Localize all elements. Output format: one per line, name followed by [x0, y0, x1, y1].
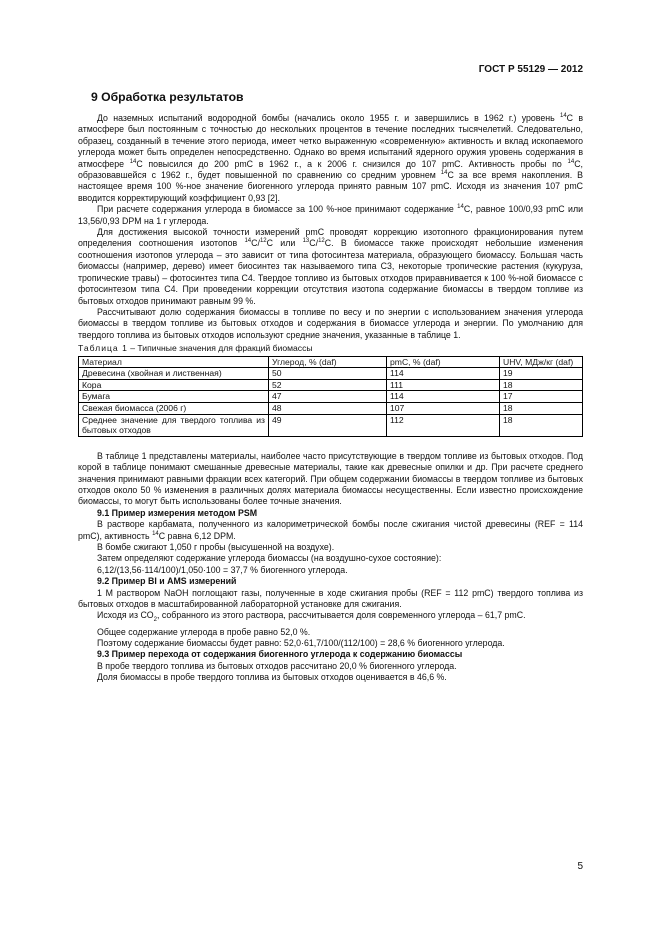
table-cell: Свежая биомасса (2006 г): [79, 402, 269, 414]
table-row: [79, 402, 583, 414]
s91-paragraph-3: Затем определяют содержание углерода биомассы (на воздушно-сухое состояние):: [97, 553, 442, 564]
table-cell: 107: [387, 402, 500, 414]
subsection-title-9-2: 9.2 Пример BI и AMS измерений: [97, 576, 237, 587]
table-cell: Древесина (хвойная и лиственная): [79, 368, 269, 380]
table-header-row: [79, 356, 583, 368]
table-cell: 47: [269, 391, 387, 403]
document-header: ГОСТ Р 55129 — 2012: [478, 64, 583, 75]
paragraph-1: До наземных испытаний водородной бомбы (начались около 1955 г. и завершились в 1962 г.) уровень $^{14}$C в атмосфере был постоянным с точностью до нескольких процентов в течение последних тысячелетий. Следовательно, образец, созданный в течение этого периода, имеет четко выраженную «современную» активность и вклад ископаемого углерода может быть определен непосредственно. Однако во время испытаний ядерного оружия уровень содержания в атмосфере $^{14}$C повысился до 200 pmC в 1962 г., а к 2006 г. снизился до 107 pmC. Активность пробы по $^{14}$C, образовавшейся с 1962 г., будет повышенной по сравнению со средним уровнем $^{14}$C за все время накопления. В настоящее время 100 %-ное значение биогенного углерода принято равным 107 pmC. Исходя из значения 107 pmC вводится корректирующий коэффициент 0,93 [2].: [78, 113, 583, 203]
s91-paragraph-2: В бомбе сжигают 1,050 г пробы (высушенной на воздухе).: [97, 541, 335, 552]
table-header-cell: UHV, МДж/кг (daf): [500, 356, 583, 368]
table-caption: Таблица 1 – Типичные значения для фракций биомассы: [78, 343, 313, 354]
table-row: [79, 379, 583, 391]
s92-paragraph-3: Общее содержание углерода в пробе равно 52,0 %.: [97, 626, 311, 637]
paragraph-3: Для достижения высокой точности измерений pmC проводят коррекцию изотопного фракционирования путем определения соотношения изотопов $^{14}$C/$^{12}$C или $^{13}$C/$^{12}$C. В биомассе также происходят небольшие изменения соотношения изотопов углерода – это зависит от типа фотосинтеза материала, образующего биомассу. Большая часть биомассы (например, дерево) имеет биосинтез так называемого типа С3, некоторые тропические растения (кукуруза, тропические травы) – фотосинтез типа С4. Твердое топливо из бытовых отходов приравнивается к 100 %-ной биомассе с фотосинтезом типа С4. При проведении коррекции отсутствия изотопа содержание биомассы в твердом топливе из бытовых отходов принимают равным 99 %.: [78, 227, 583, 306]
paragraph-4: Рассчитывают долю содержания биомассы в топливе по весу и по энергии с использованием значения углерода биомассы в твердом топливе из бытовых отходов и содержания в биомассе углерода и энергии. По умолчанию для твердого топлива из бытовых отходов используют средние значения, указанные в таблице 1.: [78, 306, 583, 340]
page-content: [78, 90, 583, 684]
table-cell: Бумага: [79, 391, 269, 403]
table-cell: 18: [500, 379, 583, 391]
table-cell: 49: [269, 414, 387, 436]
paragraph-2: При расчете содержания углерода в биомассе за 100 %-ное принимают содержание $^{14}$C, равное 100/0,93 pmC или 13,56/0,93 DPM на 1 г углерода.: [78, 204, 583, 226]
table-header-cell: Углерод, % (daf): [269, 356, 387, 368]
table-row: [79, 391, 583, 403]
table-cell: 18: [500, 402, 583, 414]
table-cell: 18: [500, 414, 583, 436]
section-title: 9 Обработка результатов: [91, 90, 244, 104]
s93-paragraph-2: Доля биомассы в пробе твердого топлива из бытовых отходов оценивается в 46,6 %.: [97, 672, 447, 683]
table-cell: 50: [269, 368, 387, 380]
table-row: [79, 414, 583, 436]
subsection-title-9-1: 9.1 Пример измерения методом PSM: [97, 507, 258, 518]
s92-paragraph-2: Исходя из $CO_2$, собранного из этого раствора, рассчитывается доля современного углерода – 61,7 pmC.: [97, 610, 526, 624]
table-cell: 52: [269, 379, 387, 391]
table-header-cell: Материал: [79, 356, 269, 368]
table-cell: 17: [500, 391, 583, 403]
s92-paragraph-1: 1 М раствором NaOH поглощают газы, полученные в ходе сжигания пробы (REF = 112 pmC) твердого топлива из бытовых отходов в масштабированной лабораторной установке для сжигания.: [78, 587, 583, 609]
table-cell: 114: [387, 391, 500, 403]
s93-paragraph-1: В пробе твердого топлива из бытовых отходов рассчитано 20,0 % биогенного углерода.: [97, 660, 457, 671]
page-number: 5: [577, 861, 583, 872]
subsection-title-9-3: 9.3 Пример перехода от содержания биогенного углерода к содержанию биомассы: [97, 649, 463, 660]
table-row: [79, 368, 583, 380]
table-cell: 112: [387, 414, 500, 436]
biomass-table: [78, 356, 583, 437]
table-header-cell: pmC, % (daf): [387, 356, 500, 368]
paragraph-5: В таблице 1 представлены материалы, наиболее часто присутствующие в твердом топливе из бытовых отходов. Под корой в таблице понимают смешанные древесные материалы, такие как древесные опилки и др. При расчете среднего значения принимают равными фракции всех категорий. При общем содержании биомассы в твердом топливе из бытовых отходов около 50 % изменения в различных долях материала биомассы несущественны. Если известно происхождение биомассы, то могут быть использованы более точные значения.: [78, 450, 583, 507]
s91-formula: 6,12/(13,56·114/100)/1,050·100 = 37,7 % биогенного углерода.: [97, 564, 348, 575]
table-cell: 114: [387, 368, 500, 380]
table-cell: Кора: [79, 379, 269, 391]
s91-paragraph-1: В растворе карбамата, полученного из калориметрической бомбы после сжигания чистой древесины (REF = 114 pmC), активность $^{14}$C равна 6,12 DPM.: [78, 519, 583, 541]
s92-paragraph-4: Поэтому содержание биомассы будет равно: 52,0·61,7/100/(112/100) = 28,6 % биогенного углерода.: [97, 637, 505, 648]
table-cell: 111: [387, 379, 500, 391]
table-cell: 19: [500, 368, 583, 380]
table-cell: 48: [269, 402, 387, 414]
table-cell: Среднее значение для твердого топлива из бытовых отходов: [79, 414, 269, 436]
